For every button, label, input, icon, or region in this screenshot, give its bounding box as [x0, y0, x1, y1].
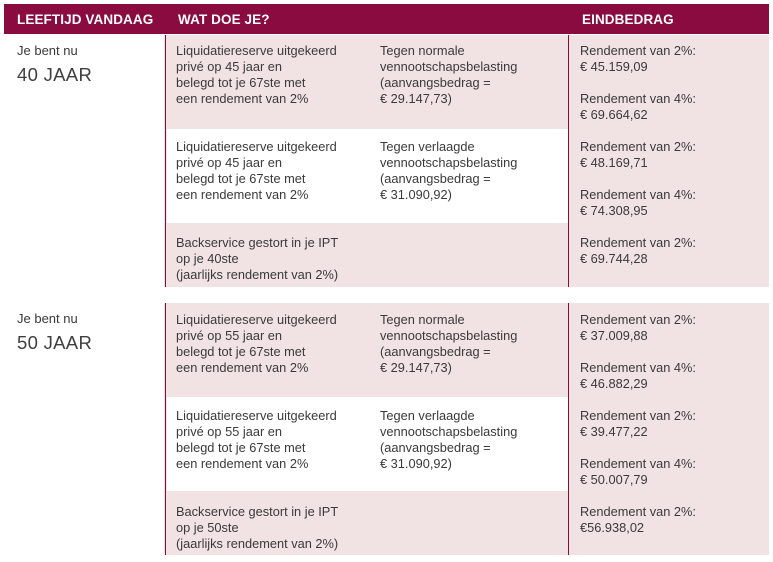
what-cell: [176, 504, 338, 552]
text-line: (aanvangsbedrag =: [380, 171, 491, 186]
result-label: Rendement van 2%:: [580, 235, 696, 250]
text-line: een rendement van 2%: [176, 456, 309, 471]
result-value: € 37.009,88: [580, 328, 648, 343]
age-cell: [4, 35, 164, 287]
text-line: op je 50ste: [176, 520, 239, 535]
result-cell: [580, 91, 696, 123]
result-cell: [580, 139, 696, 171]
result-value: € 45.159,09: [580, 59, 648, 74]
text-line: een rendement van 2%: [176, 360, 309, 375]
text-line: € 29.147,73): [380, 360, 452, 375]
age-label: Je bent nu: [17, 43, 78, 58]
text-line: belegd tot je 67ste met: [176, 75, 306, 90]
text-line: privé op 45 jaar en: [176, 155, 282, 170]
text-line: privé op 55 jaar en: [176, 328, 282, 343]
result-value: € 69.664,62: [580, 107, 648, 122]
text-line: een rendement van 2%: [176, 91, 309, 106]
result-label: Rendement van 2%:: [580, 312, 696, 327]
text-line: € 31.090,92): [380, 187, 452, 202]
column-divider: [165, 303, 166, 555]
text-line: € 29.147,73): [380, 91, 452, 106]
result-cell: [580, 504, 696, 536]
text-line: vennootschapsbelasting: [380, 424, 518, 439]
header-result: EINDBEDRAG: [582, 12, 674, 27]
age-value: 40 JAAR: [17, 64, 93, 85]
result-label: Rendement van 4%:: [580, 91, 696, 106]
result-label: Rendement van 2%:: [580, 504, 696, 519]
result-label: Rendement van 4%:: [580, 456, 696, 471]
result-cell: [580, 360, 696, 392]
group-40: [4, 35, 769, 287]
result-cell: [580, 43, 696, 75]
result-label: Rendement van 2%:: [580, 408, 696, 423]
text-line: belegd tot je 67ste met: [176, 344, 306, 359]
result-value: € 48.169,71: [580, 155, 648, 170]
result-label: Rendement van 4%:: [580, 187, 696, 202]
age-label: Je bent nu: [17, 311, 78, 326]
text-line: vennootschapsbelasting: [380, 328, 518, 343]
header-what: WAT DOE JE?: [178, 12, 270, 27]
text-line: Liquidatiereserve uitgekeerd: [176, 43, 337, 58]
table-header: [4, 4, 769, 34]
what-cell: [176, 312, 337, 376]
text-line: Backservice gestort in je IPT: [176, 504, 339, 519]
text-line: een rendement van 2%: [176, 187, 309, 202]
what-cell: [176, 139, 337, 203]
age-cell: [4, 303, 164, 555]
column-divider: [568, 35, 569, 287]
result-label: Rendement van 2%:: [580, 139, 696, 154]
group-divider: [4, 288, 769, 302]
tax-cell: [380, 43, 517, 107]
text-line: belegd tot je 67ste met: [176, 440, 306, 455]
text-line: privé op 55 jaar en: [176, 424, 282, 439]
result-cell: [580, 235, 696, 267]
text-line: Tegen verlaagde: [380, 408, 475, 423]
result-label: Rendement van 2%:: [580, 43, 696, 58]
text-line: € 31.090,92): [380, 456, 452, 471]
text-line: (aanvangsbedrag =: [380, 440, 491, 455]
result-value: € 74.308,95: [580, 203, 648, 218]
text-line: Tegen normale: [380, 312, 465, 327]
column-divider: [165, 35, 166, 287]
result-cell: [580, 187, 696, 219]
tax-cell: [380, 312, 517, 376]
text-line: Tegen normale: [380, 43, 465, 58]
result-value: € 50.007,79: [580, 472, 648, 487]
text-line: Liquidatiereserve uitgekeerd: [176, 408, 337, 423]
text-line: privé op 45 jaar en: [176, 59, 282, 74]
text-line: (aanvangsbedrag =: [380, 344, 491, 359]
text-line: Liquidatiereserve uitgekeerd: [176, 312, 337, 327]
result-value: € 46.882,29: [580, 376, 648, 391]
column-divider: [568, 303, 569, 555]
tax-cell: [380, 139, 517, 203]
tax-cell: [380, 408, 517, 472]
what-cell: [176, 235, 338, 283]
text-line: (jaarlijks rendement van 2%): [176, 267, 339, 282]
result-cell: [580, 456, 696, 488]
text-line: op je 40ste: [176, 251, 239, 266]
text-line: belegd tot je 67ste met: [176, 171, 306, 186]
what-cell: [176, 43, 337, 107]
result-cell: [580, 312, 696, 344]
text-line: (aanvangsbedrag =: [380, 75, 491, 90]
result-value: € 39.477,22: [580, 424, 648, 439]
result-cell: [580, 408, 696, 440]
age-value: 50 JAAR: [17, 332, 93, 353]
text-line: (jaarlijks rendement van 2%): [176, 536, 339, 551]
text-line: Tegen verlaagde: [380, 139, 475, 154]
result-value: €56.938,02: [580, 520, 645, 535]
result-label: Rendement van 4%:: [580, 360, 696, 375]
result-value: € 69.744,28: [580, 251, 648, 266]
header-age: LEEFTIJD VANDAAG: [17, 12, 154, 27]
text-line: vennootschapsbelasting: [380, 59, 518, 74]
text-line: Liquidatiereserve uitgekeerd: [176, 139, 337, 154]
group-50: [4, 303, 769, 555]
text-line: vennootschapsbelasting: [380, 155, 518, 170]
what-cell: [176, 408, 337, 472]
text-line: Backservice gestort in je IPT: [176, 235, 339, 250]
